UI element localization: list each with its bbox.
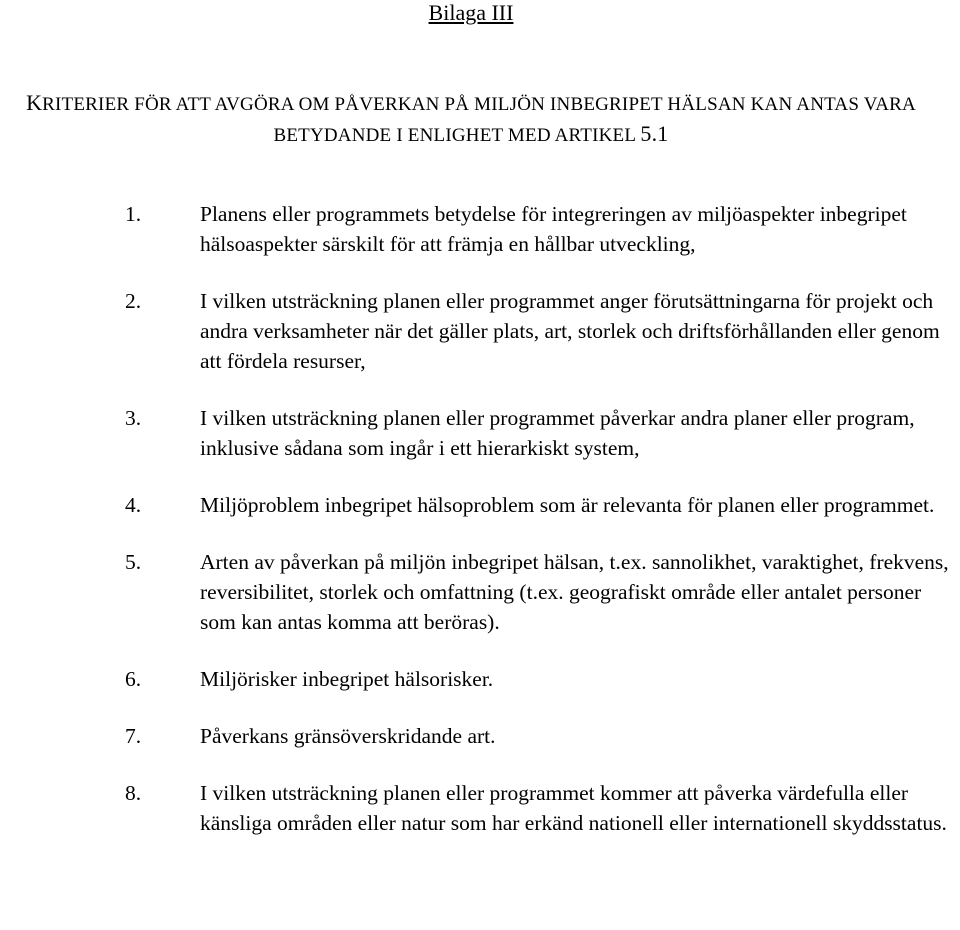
heading-line-1: RITERIER FÖR ATT AVGÖRA OM PÅVERKAN PÅ MILJÖN INBEGRIPET HÄLSAN KAN ANTAS VARA <box>42 94 916 115</box>
criterion-item <box>0 403 960 463</box>
section-heading <box>0 88 942 150</box>
criterion-text: Arten av påverkan på miljön inbegripet hälsan, t.ex. sannolikhet, varaktighet, frekvens, reversibilitet, storlek och omfattning (t.ex. geografiskt område eller antalet personer som kan antas komma att beröras). <box>200 550 949 634</box>
criterion-item <box>0 664 960 694</box>
criterion-text: I vilken utsträckning planen eller programmet anger förutsättningarna för projekt och andra verksamheter när det gäller plats, art, storlek och driftsförhållanden eller genom att fördela resurser, <box>200 289 940 373</box>
criterion-number: 4. <box>125 493 142 517</box>
criterion-text: I vilken utsträckning planen eller programmet kommer att påverka värdefulla eller känsliga områden eller natur som har erkänd nationell eller internationell skyddsstatus. <box>200 781 947 835</box>
criterion-item <box>0 778 960 838</box>
heading-line-2: BETYDANDE I ENLIGHET MED ARTIKEL <box>273 125 641 146</box>
page-title: Bilaga III <box>428 0 514 25</box>
criterion-item <box>0 547 960 637</box>
criterion-number: 8. <box>125 781 142 805</box>
criterion-number: 7. <box>125 724 142 748</box>
criterion-number: 1. <box>125 202 142 226</box>
criterion-number: 3. <box>125 406 142 430</box>
heading-article-ref: 5.1 <box>640 121 669 146</box>
criterion-text: I vilken utsträckning planen eller programmet påverkar andra planer eller program, inklusive sådana som ingår i ett hierarkiskt system, <box>200 406 915 460</box>
criteria-list <box>0 199 960 865</box>
heading-initial: K <box>26 90 43 115</box>
criterion-number: 5. <box>125 550 142 574</box>
criterion-item <box>0 286 960 376</box>
criterion-item <box>0 721 960 751</box>
criterion-text: Planens eller programmets betydelse för integreringen av miljöaspekter inbegripet hälsoaspekter särskilt för att främja en hållbar utveckling, <box>200 202 907 256</box>
criterion-text: Miljöproblem inbegripet hälsoproblem som är relevanta för planen eller programmet. <box>200 493 935 517</box>
criterion-text: Påverkans gränsöverskridande art. <box>200 724 496 748</box>
criterion-item <box>0 490 960 520</box>
criterion-number: 2. <box>125 289 142 313</box>
criterion-text: Miljörisker inbegripet hälsorisker. <box>200 667 494 691</box>
criterion-item <box>0 199 960 259</box>
criterion-number: 6. <box>125 667 142 691</box>
